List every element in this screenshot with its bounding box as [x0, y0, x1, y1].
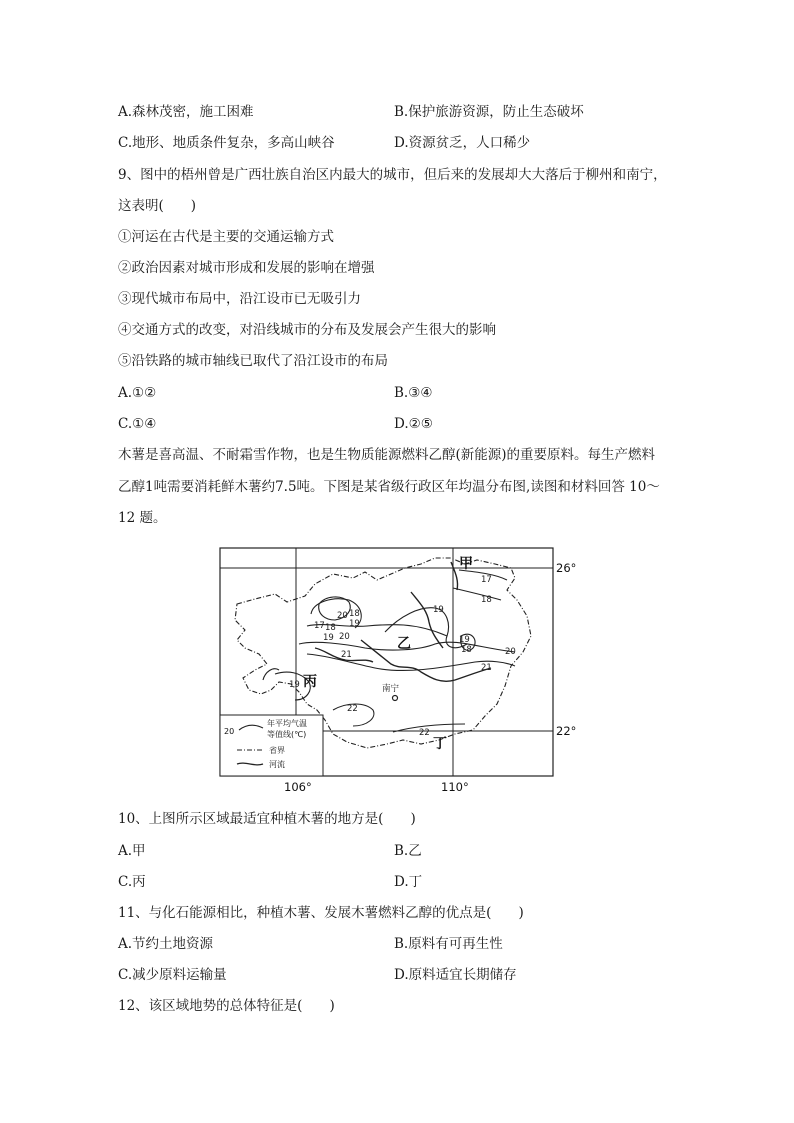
q11-option-b: B.原料有可再生性	[394, 936, 503, 952]
q10-option-c: C.丙	[118, 874, 146, 890]
q11-option-a: A.节约土地资源	[118, 936, 214, 952]
isotherm-label: 18	[481, 595, 492, 605]
place-ding: 丁	[433, 736, 447, 752]
isotherm-label: 19	[459, 635, 470, 645]
q9-option-d: D.②⑤	[394, 416, 433, 432]
isotherm-map	[215, 544, 585, 796]
q10-option-b: B.乙	[394, 843, 422, 859]
isotherm-label: 19	[323, 633, 334, 643]
legend-isotherm-value: 20	[224, 727, 235, 736]
q12-stem: 12、该区域地势的总体特征是( )	[118, 998, 335, 1014]
q9-stem-line1: 9、图中的梧州曾是广西壮族自治区内最大的城市，但后来的发展却大大落后于柳州和南宁，	[118, 167, 667, 183]
legend-isotherm-l2: 等值线(℃)	[267, 730, 307, 739]
q8-option-c: C.地形、地质条件复杂，多高山峡谷	[118, 135, 335, 151]
q8-option-d: D.资源贫乏，人口稀少	[394, 135, 531, 151]
q9-option-c: C.①④	[118, 416, 157, 432]
lat-label-26: 26°	[556, 561, 577, 575]
isotherm-label: 17	[481, 575, 492, 585]
intro-line1: 木薯是喜高温、不耐霜雪作物，也是生物质能源燃料乙醇(新能源)的重要原料。每生产燃料	[118, 447, 656, 463]
lon-label-106: 106°	[284, 780, 312, 794]
q9-statement-1: ①河运在古代是主要的交通运输方式	[118, 229, 334, 245]
city-nanning: 南宁	[382, 684, 400, 694]
isotherm-label: 18	[325, 623, 336, 633]
lon-label-110: 110°	[441, 780, 469, 794]
q10-option-d: D.丁	[394, 874, 423, 890]
isotherm-label: 20	[337, 611, 348, 621]
isotherm-label: 20	[339, 632, 350, 642]
q9-statement-3: ③现代城市布局中，沿江设市已无吸引力	[118, 291, 361, 307]
isotherm-label: 21	[481, 663, 492, 673]
isotherm-label: 19	[349, 619, 360, 629]
q9-option-a: A.①②	[118, 385, 157, 401]
place-jia: 甲	[459, 556, 473, 572]
q11-stem: 11、与化石能源相比，种植木薯、发展木薯燃料乙醇的优点是( )	[118, 905, 524, 921]
isotherm-lines	[263, 570, 515, 732]
q9-option-b: B.③④	[394, 385, 433, 401]
legend-isotherm-l1: 年平均气温	[267, 719, 307, 728]
nanning-dot	[393, 696, 398, 701]
q8-option-a: A.森林茂密，施工困难	[118, 104, 254, 120]
q8-option-b: B.保护旅游资源，防止生态破坏	[394, 104, 584, 120]
q9-statement-4: ④交通方式的改变，对沿线城市的分布及发展会产生很大的影响	[118, 322, 496, 338]
isotherm-label: 22	[347, 704, 358, 714]
isotherm-label: 17	[314, 621, 325, 631]
isotherm-label: 18	[461, 645, 472, 655]
isotherm-label: 19	[433, 605, 444, 615]
q9-statement-5: ⑤沿铁路的城市轴线已取代了沿江设市的布局	[118, 353, 388, 369]
q9-stem-line2: 这表明( )	[118, 198, 197, 214]
q9-statement-2: ②政治因素对城市形成和发展的影响在增强	[118, 260, 375, 276]
isotherm-label: 19	[289, 680, 300, 690]
legend-river-label: 河流	[269, 760, 285, 769]
isotherm-label: 18	[349, 609, 360, 619]
legend-border-label: 省界	[269, 746, 285, 755]
q11-option-d: D.原料适宜长期储存	[394, 967, 517, 983]
q11-option-c: C.减少原料运输量	[118, 967, 227, 983]
lat-label-22: 22°	[556, 724, 577, 738]
intro-line2: 乙醇1吨需要消耗鲜木薯约7.5吨。下图是某省级行政区年均温分布图,读图和材料回答 10～	[118, 479, 660, 495]
isotherm-label: 21	[341, 650, 352, 660]
intro-line3: 12 题。	[118, 510, 167, 526]
isotherm-label: 22	[419, 728, 430, 738]
q10-option-a: A.甲	[118, 843, 146, 859]
place-yi: 乙	[397, 636, 411, 652]
isotherm-label: 20	[505, 647, 516, 657]
q10-stem: 10、上图所示区域最适宜种植木薯的地方是( )	[118, 811, 416, 827]
place-bing: 丙	[303, 674, 317, 690]
